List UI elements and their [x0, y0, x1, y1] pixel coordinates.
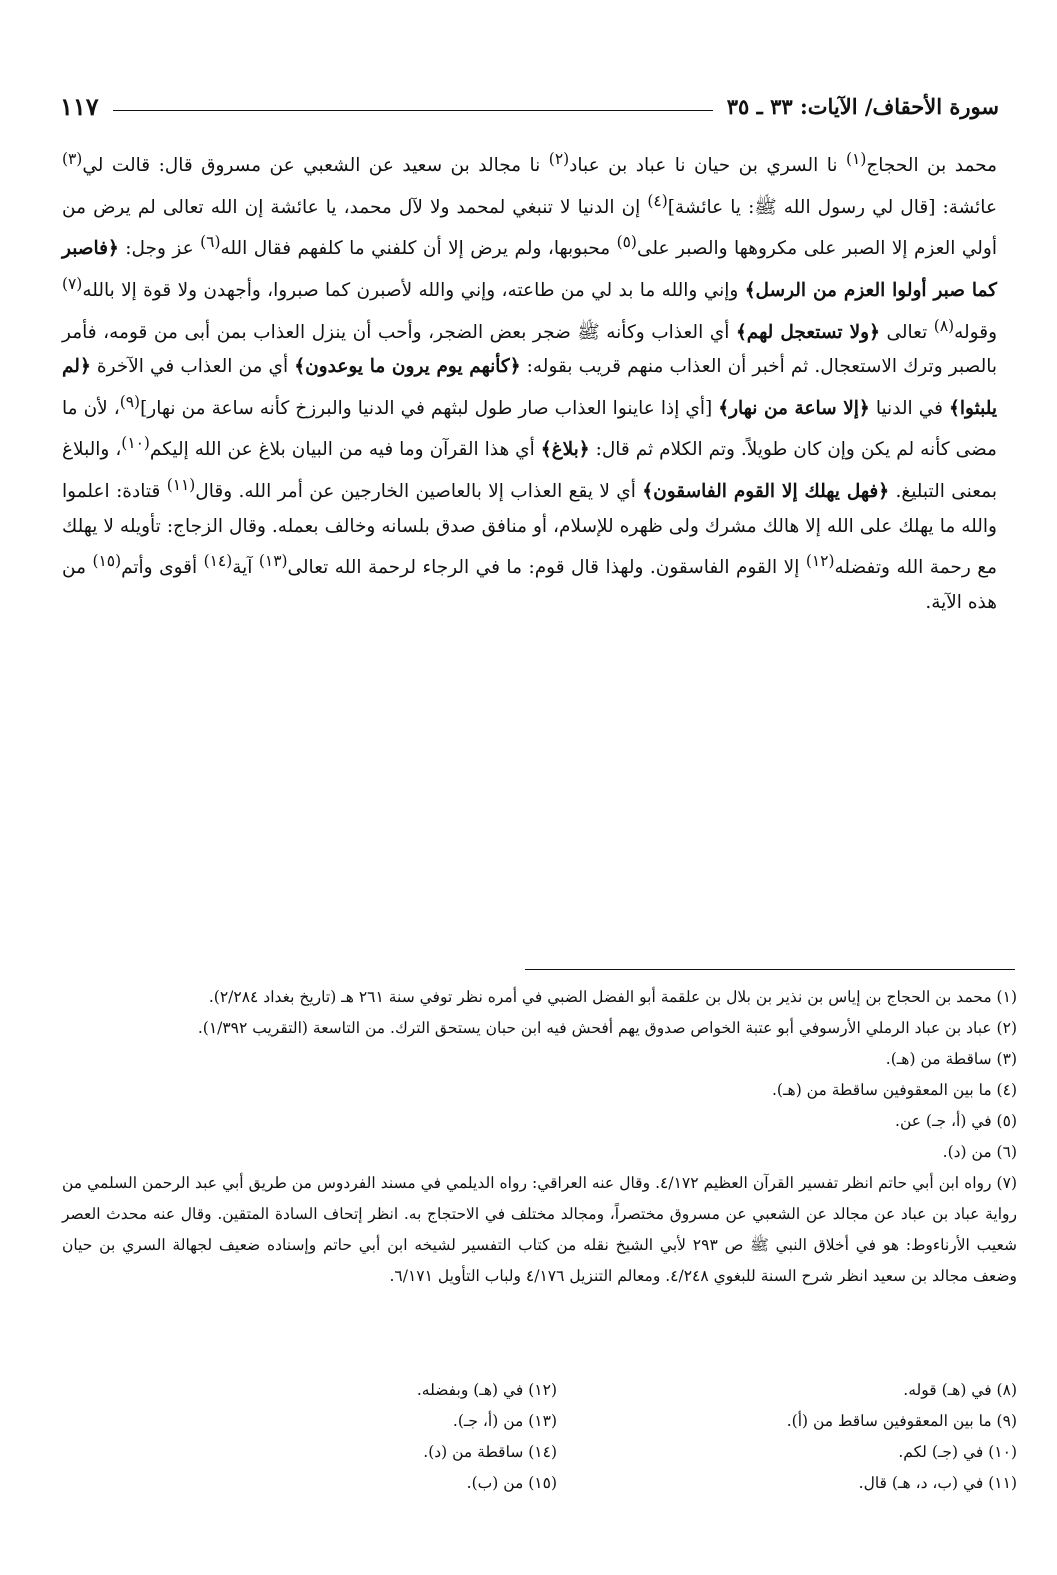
footnote-marker: (٥) — [616, 233, 637, 252]
footnote-marker: (١٠) — [121, 434, 150, 453]
footnote-6: (٦) من (د). — [942, 1143, 1017, 1161]
quran-verse: ﴿فهل يهلك إلا القوم الفاسقون﴾ — [642, 481, 890, 503]
text-segment: [أي إذا عاينوا العذاب صار طول لبثهم في الدنيا والبرزخ كأنه ساعة من نهار] — [140, 397, 719, 419]
footnote-14: (١٤) ساقطة من (د). — [423, 1443, 557, 1461]
text-segment: في الدنيا — [869, 397, 950, 419]
footnote-3: (٣) ساقطة من (هـ). — [885, 1050, 1017, 1068]
text-segment: نا السري بن حيان نا عباد بن عباد — [569, 155, 847, 177]
footnote-marker: (١٢) — [805, 552, 835, 571]
text-segment: ، لأن ما مضى كأنه لم يكن وإن كان طويلاً. وتم الكلام ثم قال: — [62, 397, 997, 461]
footnote-15: (١٥) من (ب). — [466, 1474, 557, 1492]
quran-verse: ﴿ولا تستعجل لهم﴾ — [735, 321, 880, 343]
text-segment: محمد بن الحجاج — [866, 155, 997, 177]
text-segment: أي من العذاب في الآخرة — [90, 356, 295, 378]
text-segment: ، والبلاغ بمعنى التبليغ. — [62, 439, 997, 503]
quran-verse: ﴿بلاغ﴾ — [540, 439, 590, 461]
footnote-13: (١٣) من (أ، جـ). — [452, 1412, 557, 1430]
text-segment: أي هذا القرآن وما فيه من البيان بلاغ عن الله إليكم — [149, 439, 541, 461]
footnote-2: (٢) عباد بن عباد الرملي الأرسوفي أبو عتبة الخواص صدوق يهم أفحش فيه ابن حبان يستحق الترك. من التاسعة (التقريب ١/٣٩٢). — [197, 1019, 1017, 1037]
footnote-marker: (٤) — [647, 191, 668, 210]
text-segment: محبوبها، ولم يرض إلا أن كلفني ما كلفهم فقال الله — [220, 238, 617, 260]
footnote-marker: (١١) — [166, 476, 196, 495]
text-segment: آية — [232, 557, 259, 579]
main-paragraph — [62, 142, 997, 620]
footnote-marker: (٣) — [62, 150, 83, 168]
quran-verse: ﴿لم يلبثوا﴾ — [62, 356, 998, 419]
text-segment: وإني والله ما بد لي من طاعته، وإني والله لأصبرن كما صبروا، وأجهدن ولا قوة إلا بالله — [82, 280, 745, 302]
footnote-5: (٥) في (أ، جـ) عن. — [895, 1112, 1017, 1130]
quran-verse: ﴿كأنهم يوم يرون ما يوعدون﴾ — [294, 356, 521, 378]
text-segment: نا مجالد بن سعيد عن الشعبي عن مسروق قال: قالت لي — [82, 155, 549, 177]
text-segment: عز وجل: — [118, 238, 201, 260]
footnote-marker: (٦) — [200, 233, 221, 252]
text-segment: قتادة: اعلموا والله ما يهلك على الله إلا هالك مشرك ولى ظهره للإسلام، أو منافق صدق بلسانه وخالف بعمله. وقال الزجاج: تأويله لا يهلك مع رحمة الله وتفضله — [62, 481, 998, 579]
footnote-marker: (٨) — [933, 316, 955, 335]
text-segment: من هذه الآية. — [62, 557, 997, 613]
text-segment: إلا القوم الفاسقون. ولهذا قال قوم: ما في الرجاء لرحمة الله تعالى — [287, 557, 806, 579]
footnote-7: (٧) رواه ابن أبي حاتم انظر تفسير القرآن العظيم ٤/١٧٢. وقال عنه العراقي: رواه الديلمي في مسند الفردوس من طريق أبي عبد الرحمن السلمي من رواية عباد بن عباد عن مجالد عن الشعبي عن مسروق مختصراً، ومجالد مختلف في الاحتجاج به. انظر إتحاف السادة المتقين. وقال عنه محدث العصر شعيب الأرناءوط: هو في أخلاق النبي ﷺ ص ٢٩٣ لأبي الشيخ نقله من كتاب التفسير لشيخه ابن أبي حاتم وإسناده ضعيف لجهالة السري بن حيان وضعف مجالد بن سعيد انظر شرح السنة للبغوي ٤/٢٤٨. ومعالم التنزيل ٤/١٧٦ ولباب التأويل ٦/١٧١. — [62, 1174, 1018, 1285]
text-segment: وقوله — [954, 321, 997, 343]
footnote-marker: (١٤) — [203, 552, 233, 571]
footnotes — [62, 982, 1017, 1292]
text-segment: أقوى وأتم — [121, 557, 204, 579]
footnote-10: (١٠) في (جـ) لكم. — [898, 1443, 1017, 1461]
footnote-marker: (١٥) — [92, 552, 122, 571]
running-title: سورة الأحقاف/ الآيات: ٣٣ ـ ٣٥ — [726, 93, 999, 119]
footnote-separator — [525, 969, 1015, 970]
text-segment: أي العذاب وكأنه ﷺ ضجر بعض الضجر، وأحب أن ينزل العذاب بمن أبى من قومه، فأمر بالصبر وترك الاستعجال. ثم أخبر أن العذاب منهم قريب بقوله: — [62, 321, 997, 378]
footnote-marker: (٧) — [62, 274, 83, 293]
page-number: ١١٧ — [60, 91, 99, 121]
quran-verse: ﴿فاصبر كما صبر أولوا العزم من الرسل﴾ — [62, 238, 997, 302]
footnote-11: (١١) في (ب، د، هـ) قال. — [858, 1474, 1017, 1492]
header-rule — [113, 110, 713, 111]
text-segment: عائشة: [قال لي رسول الله ﷺ: يا عائشة] — [667, 196, 997, 218]
footnote-marker: (١) — [846, 150, 867, 168]
text-segment: تعالى — [879, 321, 934, 343]
footnote-1: (١) محمد بن الحجاج بن إياس بن نذير بن بلال بن علقمة أبو الفضل الضبي في أمره نظر توفي سنة ٢٦١ هـ (تاريخ بغداد ٢/٢٨٤). — [208, 988, 1017, 1006]
footnote-4: (٤) ما بين المعقوفين ساقطة من (هـ). — [772, 1081, 1017, 1099]
footnote-12: (١٢) في (هـ) وبفضله. — [416, 1381, 557, 1399]
footnote-9: (٩) ما بين المعقوفين ساقط من (أ). — [786, 1412, 1017, 1430]
footnotes-left-column — [62, 1375, 557, 1499]
quran-verse: ﴿إلا ساعة من نهار﴾ — [718, 397, 870, 419]
footnotes-two-column — [62, 1375, 1017, 1499]
page-header — [60, 86, 999, 126]
footnote-8: (٨) في (هـ) قوله. — [903, 1381, 1017, 1399]
text-segment: إن الدنيا لا تنبغي لمحمد ولا لآل محمد، يا عائشة إن الله تعالى لم يرض من أولي العزم إلا الصبر على مكروهها والصبر على — [62, 196, 997, 260]
footnote-marker: (١٣) — [258, 552, 288, 571]
text-segment: أي لا يقع العذاب إلا بالعاصين الخارجين عن أمر الله. وقال — [195, 481, 643, 503]
footnote-marker: (٩) — [119, 392, 141, 411]
footnotes-right-column — [557, 1375, 1017, 1499]
main-text — [62, 142, 997, 620]
footnote-marker: (٢) — [548, 150, 570, 168]
